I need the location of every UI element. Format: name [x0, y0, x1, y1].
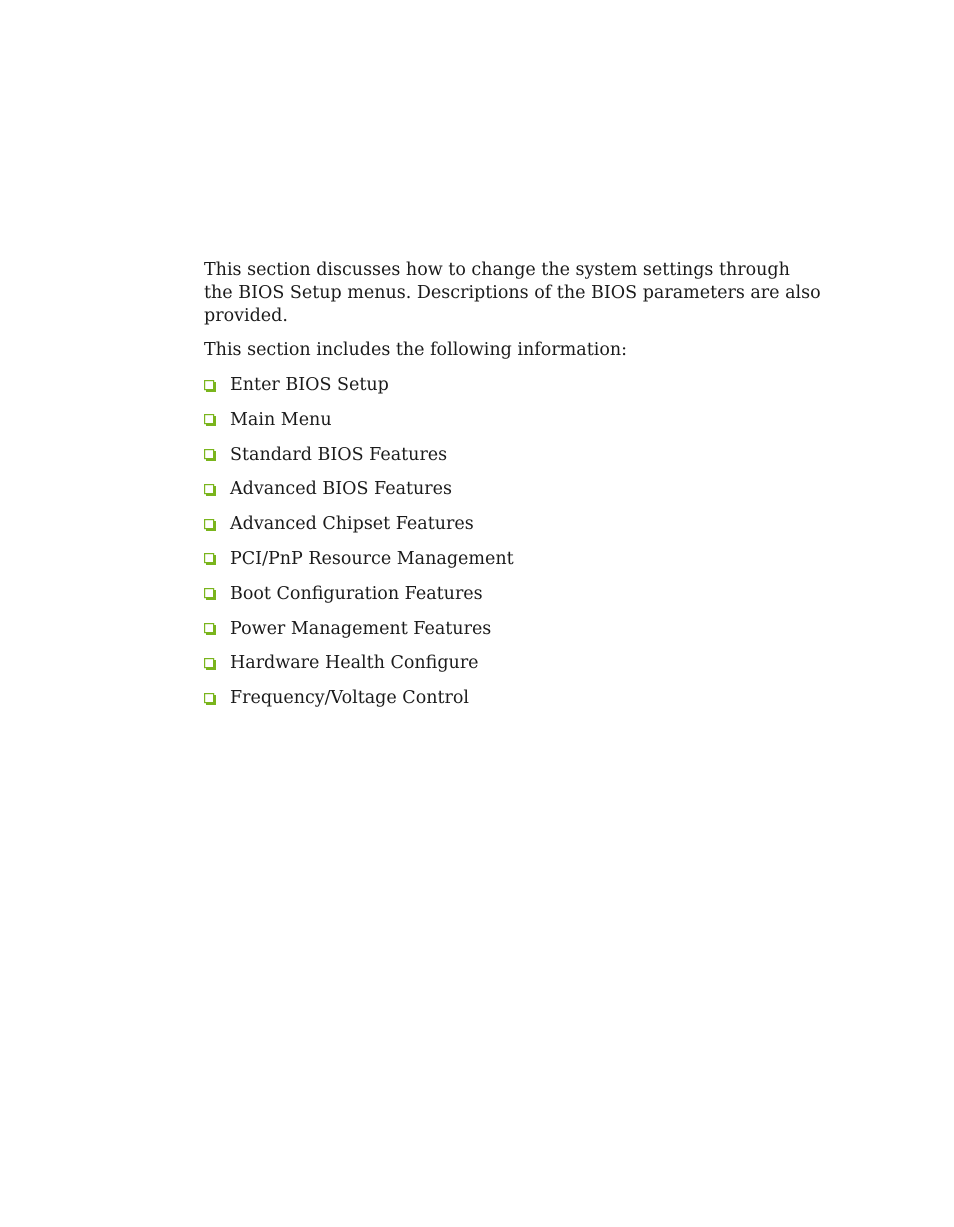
list-item-label: Advanced Chipset Features: [230, 514, 474, 535]
lead-paragraph: This section includes the following information:: [204, 340, 628, 360]
list-item-label: Power Management Features: [230, 618, 492, 639]
checkbox-square-icon: [204, 693, 216, 705]
checkbox-square-icon: [204, 588, 216, 600]
checkbox-square-icon: [204, 484, 216, 496]
checkbox-square-icon: [204, 380, 216, 392]
list-item: [204, 652, 824, 675]
checkbox-square-icon: [204, 623, 216, 635]
checkbox-square-icon: [204, 553, 216, 565]
list-item: [204, 478, 824, 501]
list-item-label: Standard BIOS Features: [230, 444, 448, 465]
list-item: [204, 409, 824, 432]
list-item: [204, 548, 824, 571]
checkbox-square-icon: [204, 658, 216, 670]
list-item-label: Frequency/Voltage Control: [230, 688, 470, 709]
list-item-label: Hardware Health Configure: [230, 653, 479, 674]
list-item: [204, 618, 824, 641]
intro-paragraph: This section discusses how to change the system settings through the BIOS Setup menus. Descriptions of the BIOS parameters are also provided.: [204, 260, 821, 326]
list-item-label: PCI/PnP Resource Management: [230, 548, 514, 569]
section-content: [204, 259, 824, 722]
checkbox-square-icon: [204, 519, 216, 531]
checkbox-square-icon: [204, 414, 216, 426]
list-item: [204, 513, 824, 536]
list-item-label: Enter BIOS Setup: [230, 375, 389, 395]
list-item: [204, 374, 824, 397]
list-item: [204, 444, 824, 467]
checkbox-square-icon: [204, 449, 216, 461]
list-item: [204, 687, 824, 710]
topic-list: [204, 374, 824, 710]
list-item: [204, 583, 824, 606]
list-item-label: Boot Configuration Features: [230, 583, 483, 604]
list-item-label: Main Menu: [230, 409, 332, 430]
list-item-label: Advanced BIOS Features: [230, 479, 453, 500]
